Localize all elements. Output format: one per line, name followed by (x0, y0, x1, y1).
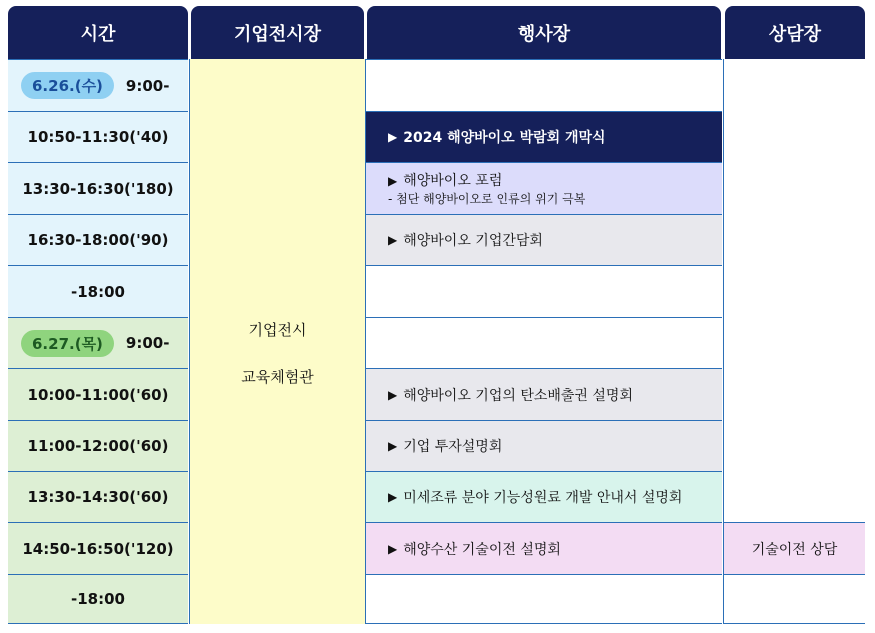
header-event: 행사장 (367, 6, 721, 59)
event-investment-briefing (366, 420, 722, 471)
time-label: -18:00 (71, 590, 125, 608)
triangle-icon: ▶ (388, 439, 398, 453)
event-label: 해양바이오 포럼 (403, 173, 503, 189)
event-row-11 (366, 574, 722, 624)
consult-empty (724, 59, 865, 522)
time-row-2 (8, 111, 188, 162)
time-row-8 (8, 420, 188, 471)
triangle-icon: ▶ (388, 233, 398, 247)
event-carbon-briefing (366, 368, 722, 420)
time-row-11 (8, 574, 188, 624)
grid-line (365, 59, 366, 624)
event-label: 미세조류 분야 기능성원료 개발 안내서 설명회 (403, 490, 683, 506)
grid-line (189, 59, 190, 624)
date-badge-day2: 6.27.(목) (21, 330, 114, 357)
event-label: 해양바이오 기업간담회 (403, 233, 543, 249)
time-row-1 (8, 59, 188, 111)
time-label: 9:00- (125, 334, 170, 352)
time-label: 14:50-16:50('120) (22, 539, 174, 558)
time-row-4 (8, 214, 188, 265)
consult-label: 기술이전 상담 (751, 541, 838, 558)
header-consult: 상담장 (725, 6, 865, 59)
event-row-5 (366, 265, 722, 317)
event-forum (366, 162, 722, 214)
exhibition-line-1: 기업전시 (248, 320, 307, 339)
time-row-9 (8, 471, 188, 522)
event-tech-transfer-briefing (366, 522, 722, 574)
exhibition-cell (190, 59, 365, 624)
event-microalgae-briefing (366, 471, 722, 522)
triangle-icon: ▶ (388, 387, 398, 402)
time-label: 13:30-14:30('60) (27, 488, 169, 506)
time-row-5 (8, 265, 188, 317)
event-opening-ceremony (366, 111, 722, 162)
event-corporate-meeting (366, 214, 722, 265)
time-row-6 (8, 317, 188, 368)
date-badge-day1: 6.26.(수) (21, 72, 114, 99)
event-row-1 (366, 59, 722, 111)
time-row-10 (8, 522, 188, 574)
time-label: 10:50-11:30('40) (27, 128, 169, 146)
event-label: 해양수산 기술이전 설명회 (403, 541, 561, 558)
time-row-7 (8, 368, 188, 420)
time-label: 16:30-18:00('90) (27, 231, 169, 249)
event-label: 해양바이오 기업의 탄소배출권 설명회 (403, 387, 633, 404)
time-label: 10:00-11:00('60) (27, 385, 169, 404)
event-row-6 (366, 317, 722, 368)
triangle-icon: ▶ (388, 490, 398, 504)
triangle-icon: ▶ (388, 130, 398, 144)
time-label: 11:00-12:00('60) (27, 437, 169, 455)
consult-last-row (724, 574, 865, 624)
exhibition-line-2: 교육체험관 (241, 367, 314, 386)
time-label: 9:00- (125, 76, 170, 95)
time-label: -18:00 (71, 282, 125, 301)
header-time: 시간 (8, 6, 188, 59)
header-exhibition: 기업전시장 (191, 6, 364, 59)
event-label: 기업 투자설명회 (403, 439, 503, 455)
event-sub-label: - 첨단 해양바이오로 인류의 위기 극복 (388, 192, 586, 206)
time-row-3 (8, 162, 188, 214)
event-label: 2024 해양바이오 박람회 개막식 (403, 130, 606, 146)
triangle-icon: ▶ (388, 541, 398, 556)
triangle-icon: ▶ (388, 174, 398, 188)
grid-line (723, 59, 724, 624)
consult-tech-transfer (724, 522, 865, 574)
time-label: 13:30-16:30('180) (22, 179, 174, 198)
